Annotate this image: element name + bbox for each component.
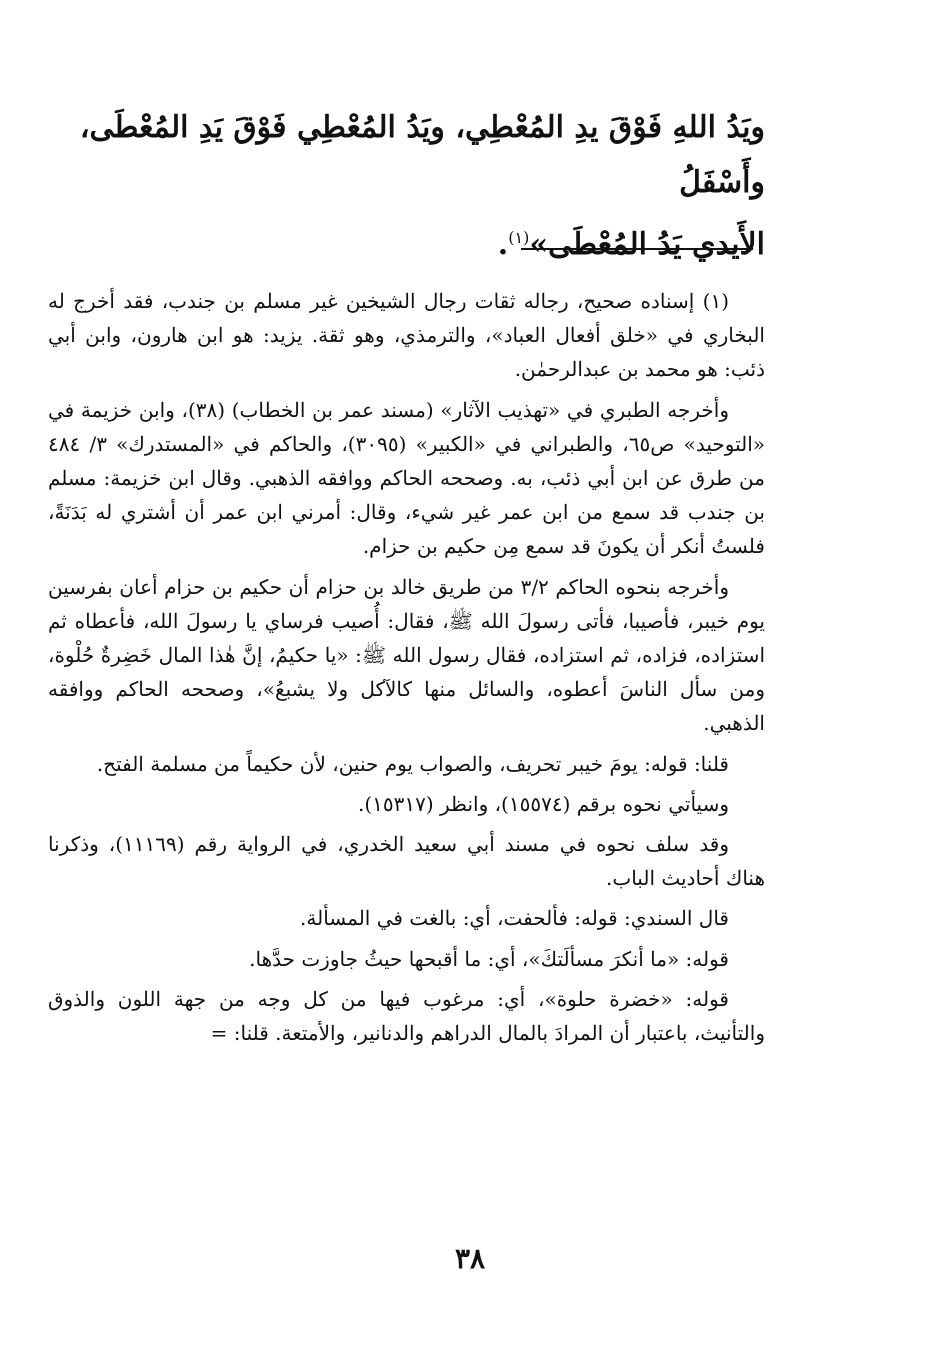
footnote-paragraph: وأخرجه بنحوه الحاكم ٣/٢ من طريق خالد بن حزام أن حكيم بن حزام أعان بفرسين يوم خيبر، فأصيبا، فأتى رسولَ الله ﷺ، فقال: أُصيب فرساي يا رسولَ الله، فأعطاه ثم استزاده، فزاده، ثم استزاده، فقال رسول الله ﷺ: «يا حكيمُ، إنَّ هٰذا المال خَضِرةٌ حُلْوة، ومن سأل الناسَ أعطوه، والسائل منها كالآكل ولا يشبعُ»، وصححه الحاكم ووافقه الذهبي.	[48, 574, 765, 736]
footnote-paragraph: قلنا: قوله: يومَ خيبر تحريف، والصواب يوم حنين، لأن حكيماً من مسلمة الفتح.	[96, 751, 729, 776]
hadith-line-2-end: .	[497, 227, 509, 262]
footnote-paragraph: (١) إسناده صحيح، رجاله ثقات رجال الشيخين غير مسلم بن جندب، فقد أخرج له البخاري في «خلق أفعال العباد»، والترمذي، وهو ثقة. يزيد: هو ابن هارون، وابن أبي ذئب: هو محمد بن عبدالرحمٰن.	[48, 289, 765, 382]
footnote-paragraph: وأخرجه الطبري في «تهذيب الآثار» (مسند عمر بن الخطاب) (٣٨)، وابن خزيمة في «التوحيد» ص٦٥، والطبراني في «الكبير» (٣٠٩٥)، والحاكم في «المستدرك» ٣/ ٤٨٤ من طرق عن ابن أبي ذئب، به. وصححه الحاكم ووافقه الذهبي. وقال ابن خزيمة: مسلم بن جندب قد سمع من ابن عمر غير شيء، وقال: أمرني ابن عمر أن أشتري له بَدَنَةً، فلستُ أنكر أن يكونَ قد سمع مِن حكيم بن حزام.	[48, 397, 765, 559]
hadith-text	[45, 100, 765, 272]
footnote-separator	[521, 248, 753, 250]
hadith-line-2	[45, 210, 765, 272]
hadith-line-2-text: الأَيدي يَدُ المُعْطَى»	[529, 227, 765, 262]
footnote-paragraph: وسيأتي نحوه برقم (١٥٥٧٤)، وانظر (١٥٣١٧).	[357, 791, 729, 816]
hadith-line-1-text: ويَدُ اللهِ فَوْقَ يدِ المُعْطِي، ويَدُ المُعْطِي فَوْقَ يَدِ المُعْطَى، وأَسْفَلُ	[79, 110, 765, 200]
footnote-paragraph: قوله: «خضرة حلوة»، أي: مرغوب فيها من كل وجه من جهة اللون والذوق والتأنيث، باعتبار أن المرادَ بالمال الدراهم والدنانير، والأمتعة. قلنا: =	[48, 986, 765, 1046]
footnotes-section	[48, 284, 765, 1056]
footnote-marker: (١)	[508, 228, 530, 247]
footnote-paragraph: وقد سلف نحوه في مسند أبي سعيد الخدري، في الرواية رقم (١١١٦٩)، وذكرنا هناك أحاديث الباب.	[48, 832, 765, 891]
footnote-paragraph: قوله: «ما أنكرَ مسألَتكَ»، أي: ما أقبحها حيثُ جاوزت حدَّها.	[249, 946, 729, 971]
page-number: ٣٨	[454, 1242, 486, 1275]
hadith-line-1	[45, 100, 765, 210]
footnote-paragraph: قال السندي: قوله: فألحفت، أي: بالغت في المسألة.	[300, 906, 729, 931]
